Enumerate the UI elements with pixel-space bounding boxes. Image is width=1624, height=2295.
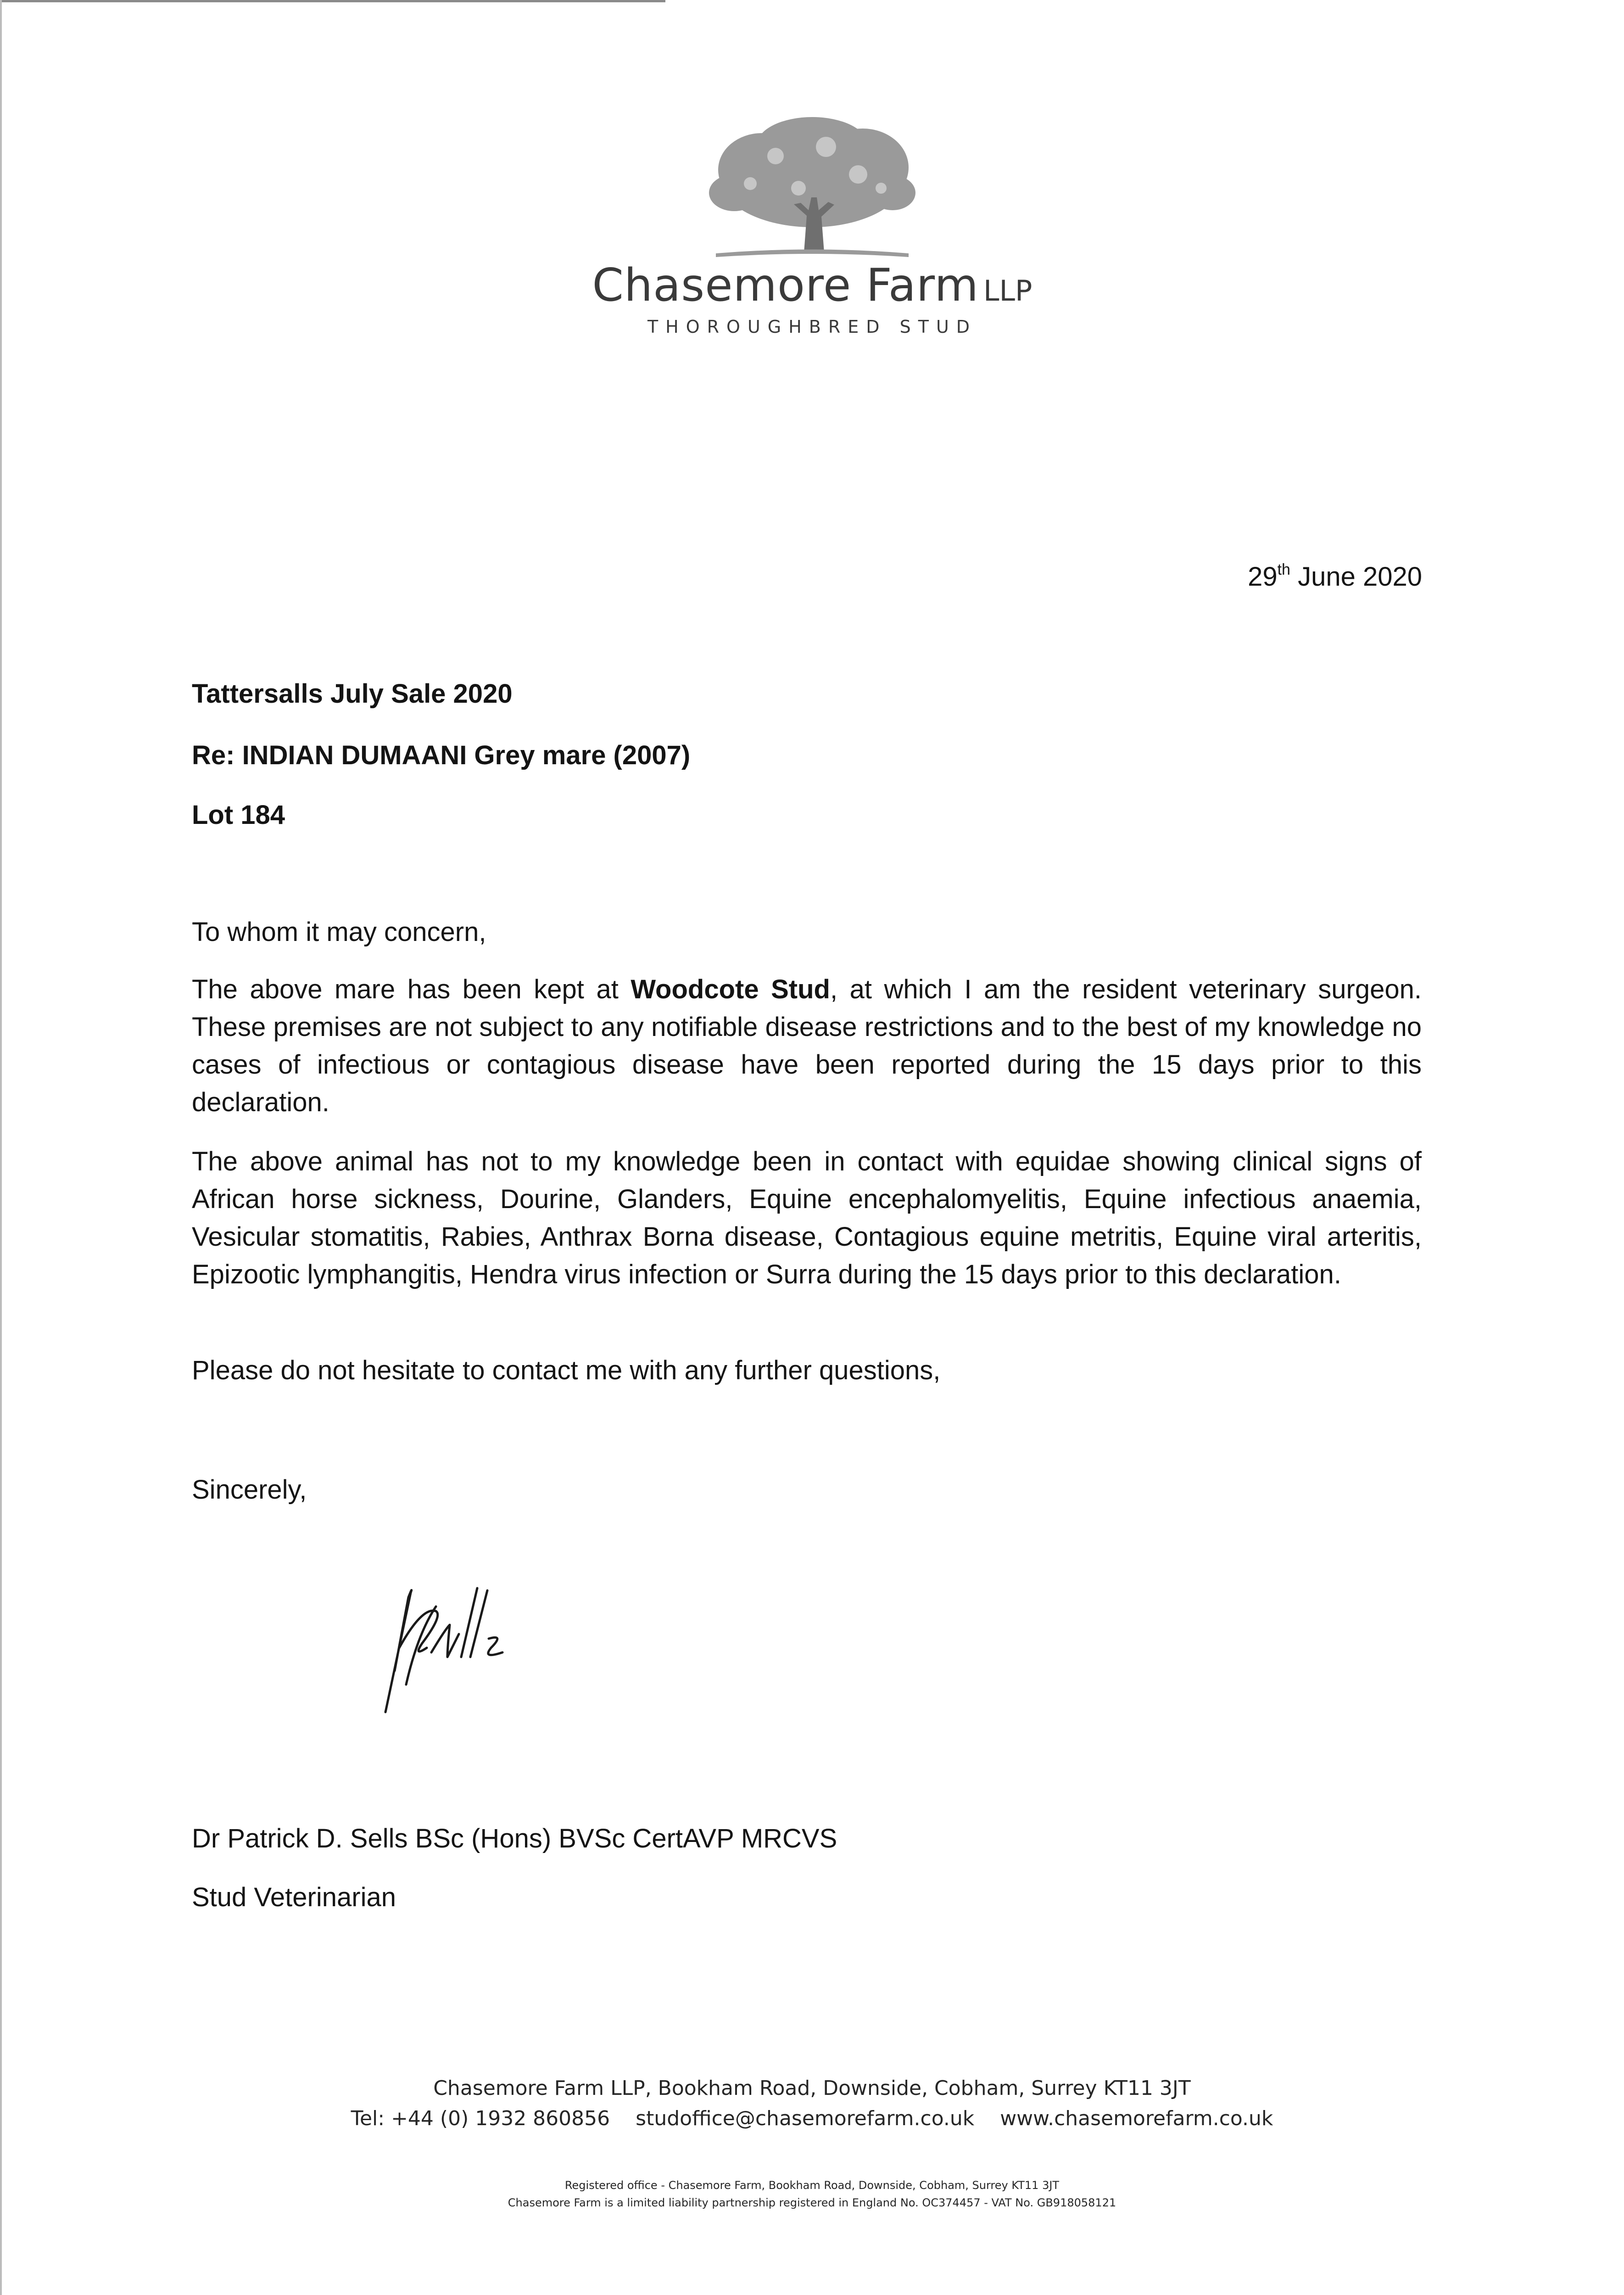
para1-text-after: , at which I am the resident veterinary surgeon. These premises are not subject to any notifiable disease restrictions and to the best of my knowledge no cases of infectious or contagious disease have been reported during the 15 days prior to this declaration. <box>192 974 1422 1117</box>
date-day: 29 <box>1248 562 1278 592</box>
footer-email: studoffice@chasemorefarm.co.uk <box>636 2107 975 2130</box>
stud-name: Woodcote Stud <box>631 974 830 1004</box>
footer-website: www.chasemorefarm.co.uk <box>1000 2107 1273 2130</box>
footer-registered-office: Registered office - Chasemore Farm, Bookham Road, Downside, Cobham, Surrey KT11 3JT <box>564 2179 1060 2192</box>
brand-suffix: LLP <box>983 274 1032 308</box>
heading-sale: Tattersalls July Sale 2020 <box>192 679 513 709</box>
handwritten-signature-icon <box>367 1579 514 1726</box>
scan-edge-left <box>0 0 2 2295</box>
paragraph-contact: Please do not hesitate to contact me with any further questions, <box>192 1355 941 1385</box>
brand-name <box>459 259 1166 312</box>
heading-subject: Re: INDIAN DUMAANI Grey mare (2007) <box>192 740 691 770</box>
footer-contact <box>275 2107 1349 2130</box>
oak-tree-icon <box>707 115 918 266</box>
date-rest: June 2020 <box>1290 562 1422 592</box>
signatory-title: Stud Veterinarian <box>192 1882 396 1912</box>
greeting: To whom it may concern, <box>192 917 486 947</box>
heading-lot: Lot 184 <box>192 800 285 830</box>
brand-subtitle: THOROUGHBRED STUD <box>647 317 977 337</box>
date-suffix: th <box>1277 561 1290 578</box>
closing: Sincerely, <box>192 1475 307 1505</box>
brand-name-text: Chasemore Farm <box>592 259 979 312</box>
footer-address: Chasemore Farm LLP, Bookham Road, Downside, Cobham, Surrey KT11 3JT <box>433 2077 1191 2100</box>
paragraph-diseases: The above animal has not to my knowledge been in contact with equidae showing clinical signs of African horse sickness, Dourine, Glanders, Equine encephalomyelitis, Equine infectious anaemia, Vesicular stomatitis, Rabies, Anthrax Borna disease, Contagious equine metritis, Equine viral arteritis, Epizootic lymphangitis, Hendra virus infection or Surra during the 15 days prior to this declaration. <box>192 1147 1422 1289</box>
letter-date <box>1248 561 1422 592</box>
footer-registration: Chasemore Farm is a limited liability partnership registered in England No. OC374457 - VAT No. GB918058121 <box>508 2196 1116 2209</box>
footer-tel: Tel: +44 (0) 1932 860856 <box>351 2107 610 2130</box>
para1-text-before: The above mare has been kept at <box>192 974 631 1004</box>
scan-edge-top <box>0 0 665 2</box>
paragraph-premises <box>192 971 1422 1121</box>
signatory-name: Dr Patrick D. Sells BSc (Hons) BVSc CertAVP MRCVS <box>192 1824 837 1853</box>
